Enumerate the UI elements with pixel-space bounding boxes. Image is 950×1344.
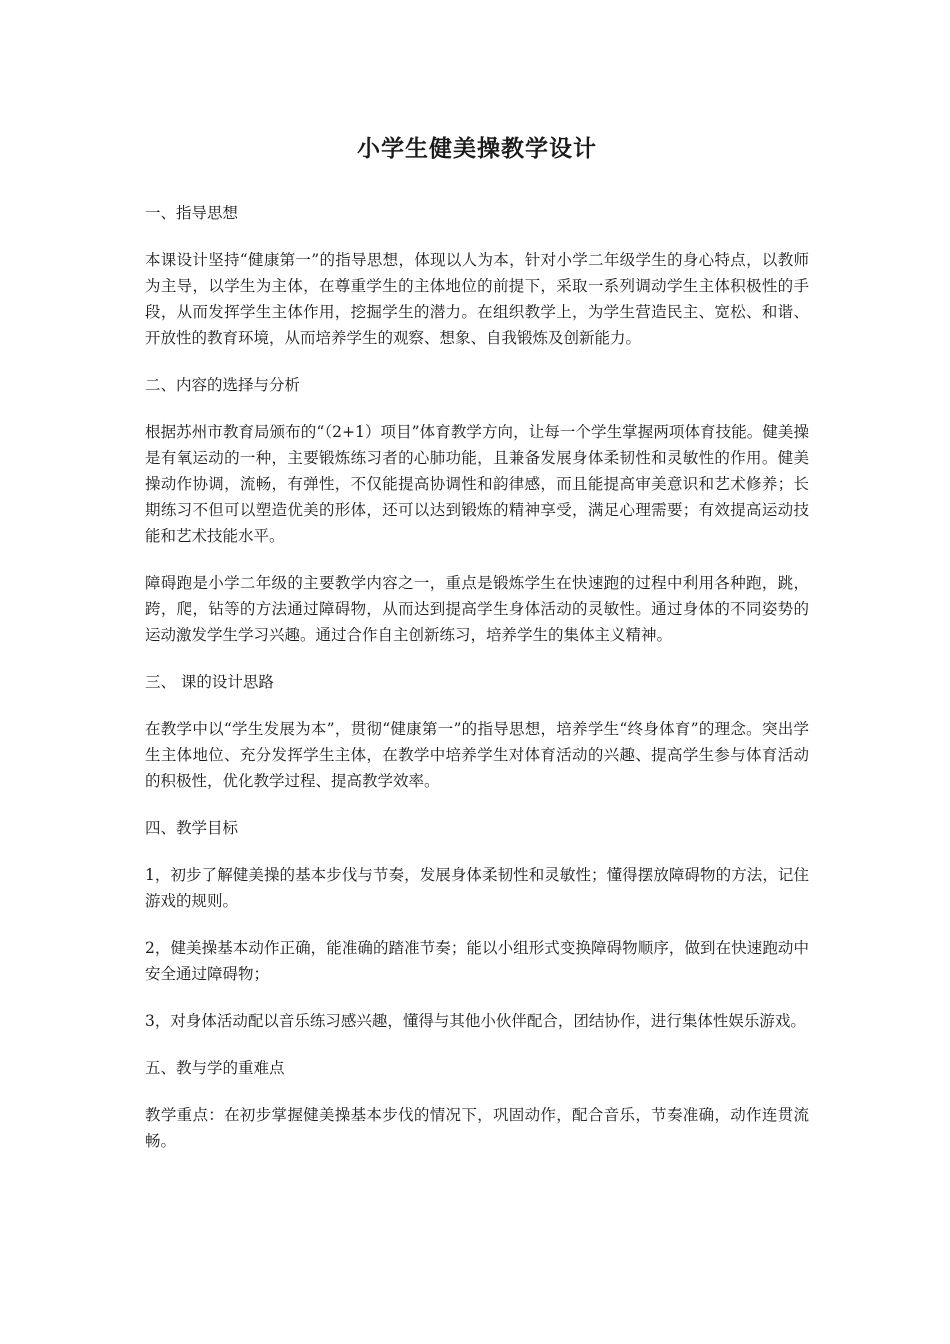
section-heading-design-approach: 三、 课的设计思路 [145,673,274,691]
document-page [145,132,809,1175]
section-heading-teaching-goals: 四、教学目标 [145,819,239,837]
teaching-goal-item: 1，初步了解健美操的基本步伐与节奏，发展身体柔韧性和灵敏性；懂得摆放障碍物的方法，记住游戏的规则。 [145,866,809,910]
section-heading-guiding-ideology: 一、指导思想 [145,204,239,222]
section-heading-key-difficulties: 五、教与学的重难点 [145,1059,285,1077]
paragraph-obstacle-run-analysis: 障碍跑是小学二年级的主要教学内容之一，重点是锻炼学生在快速跑的过程中利用各种跑，跳，跨，爬，钻等的方法通过障碍物，从而达到提高学生身体活动的灵敏性。通过身体的不同姿势的运动激发学生学习兴趣。通过合作自主创新练习，培养学生的集体主义精神。 [145,574,809,644]
paragraph-design-approach: 在教学中以“学生发展为本”，贯彻“健康第一”的指导思想，培养学生“终身体育”的理念。突出学生主体地位、充分发挥学生主体，在教学中培养学生对体育活动的兴趣、提高学生参与体育活动的积极性，优化教学过程、提高教学效率。 [145,720,809,790]
paragraph-aerobics-analysis: 根据苏州市教育局颁布的“（2+1）项目”体育教学方向，让每一个学生掌握两项体育技能。健美操是有氧运动的一种，主要锻炼练习者的心肺功能，且兼备发展身体柔韧性和灵敏性的作用。健美操动作协调，流畅，有弹性，不仅能提高协调性和韵律感，而且能提高审美意识和艺术修养；长期练习不但可以塑造优美的形体，还可以达到锻炼的精神享受，满足心理需要；有效提高运动技能和艺术技能水平。 [145,423,809,545]
section-heading-content-analysis: 二、内容的选择与分析 [145,376,301,394]
teaching-goal-item: 3，对身体活动配以音乐练习感兴趣，懂得与其他小伙伴配合，团结协作，进行集体性娱乐游戏。 [145,1012,806,1030]
paragraph-guiding-ideology: 本课设计坚持“健康第一”的指导思想，体现以人为本，针对小学二年级学生的身心特点，以教师为主导，以学生为主体，在尊重学生的主体地位的前提下，采取一系列调动学生主体积极性的手段，从而发挥学生主体作用，挖掘学生的潜力。在组织教学上，为学生营造民主、宽松、和谐、开放性的教育环境，从而培养学生的观察、想象、自我锻炼及创新能力。 [145,251,809,347]
teaching-goal-item: 2，健美操基本动作正确，能准确的踏准节奏；能以小组形式变换障碍物顺序，做到在快速跑动中安全通过障碍物； [145,939,809,983]
paragraph-teaching-key-points: 教学重点：在初步掌握健美操基本步伐的情况下，巩固动作，配合音乐，节奏准确，动作连贯流畅。 [145,1106,809,1150]
document-title: 小学生健美操教学设计 [357,135,597,162]
